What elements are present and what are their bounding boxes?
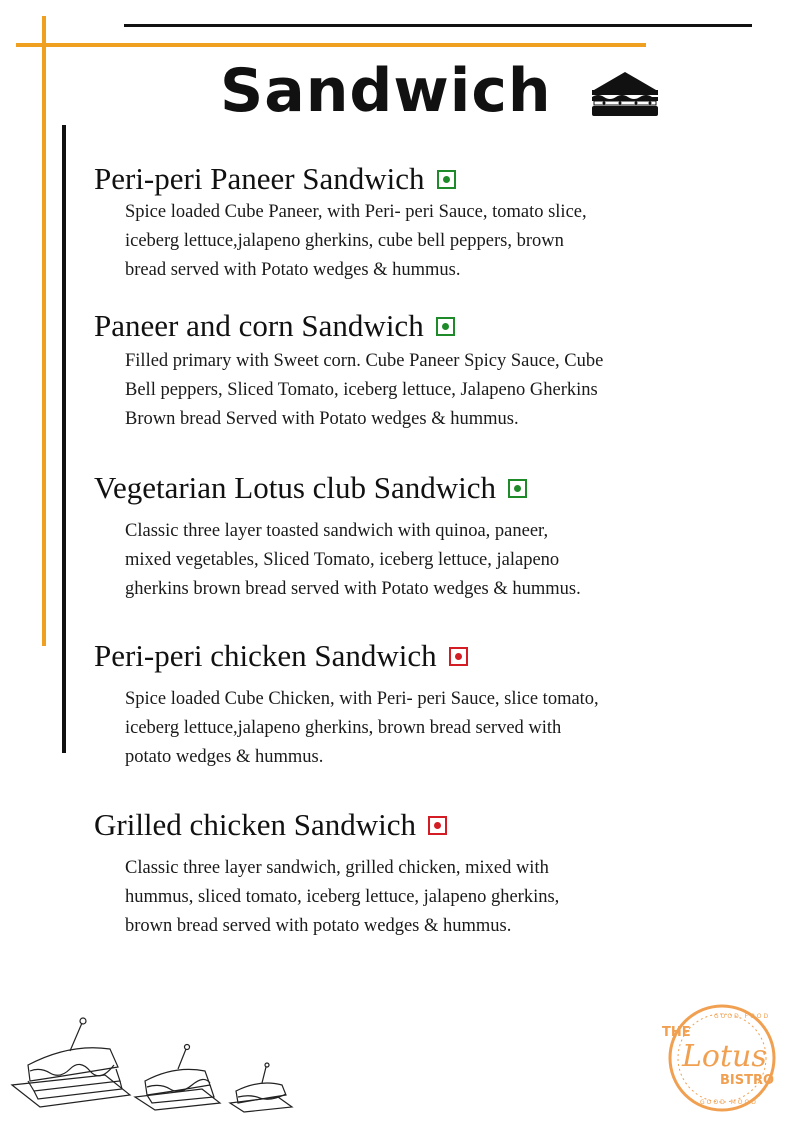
nonveg-icon — [428, 816, 447, 835]
menu-item — [94, 160, 694, 285]
item-description: Classic three layer toasted sandwich with quinoa, paneer, mixed vegetables, Sliced Tomato, iceberg lettuce, jalapeno gherkins brown bread served with Potato wedges & hummus. — [125, 521, 581, 599]
left-black-rule — [62, 125, 66, 753]
nonveg-icon — [449, 647, 468, 666]
menu-item — [94, 637, 694, 772]
item-name: Peri-peri Paneer Sandwich — [94, 161, 425, 196]
logo-bistro: BISTRO — [720, 1073, 775, 1088]
page-title: Sandwich — [220, 56, 552, 126]
logo-name: Lotus — [682, 1039, 767, 1074]
top-black-rule — [124, 24, 752, 27]
item-name: Vegetarian Lotus club Sandwich — [94, 470, 497, 505]
sandwich-sketch-icon — [10, 1015, 300, 1115]
item-name: Peri-peri chicken Sandwich — [94, 638, 437, 673]
left-orange-rule — [42, 16, 46, 646]
menu-item — [94, 469, 694, 604]
logo-ring-top: GOOD FOOD — [714, 1013, 771, 1020]
top-orange-rule — [16, 43, 646, 47]
page-header — [220, 55, 670, 130]
veg-icon — [508, 479, 527, 498]
menu-item — [94, 307, 694, 434]
item-name: Paneer and corn Sandwich — [94, 308, 424, 343]
logo-the: THE — [662, 1025, 691, 1040]
item-description: Classic three layer sandwich, grilled chicken, mixed with hummus, sliced tomato, iceberg lettuce, jalapeno gherkins, brown bread served with potato wedges & hummus. — [125, 858, 560, 936]
sandwich-icon — [590, 70, 660, 118]
menu-item — [94, 806, 694, 941]
veg-icon — [436, 317, 455, 336]
brand-logo — [662, 1000, 787, 1115]
item-description: Spice loaded Cube Paneer, with Peri- peri Sauce, tomato slice, iceberg lettuce,jalapeno gherkins, cube bell peppers, brown bread served with Potato wedges & hummus. — [125, 202, 587, 280]
veg-icon — [437, 170, 456, 189]
logo-ring-bottom: GOOD MOOD — [700, 1099, 758, 1106]
item-description: Spice loaded Cube Chicken, with Peri- peri Sauce, slice tomato, iceberg lettuce,jalapeno gherkins, brown bread served with potato wedges & hummus. — [125, 689, 599, 767]
item-description: Filled primary with Sweet corn. Cube Paneer Spicy Sauce, Cube Bell peppers, Sliced Tomato, iceberg lettuce, Jalapeno Gherkins Brown bread Served with Potato wedges & hummus. — [125, 351, 604, 429]
item-name: Grilled chicken Sandwich — [94, 807, 416, 842]
